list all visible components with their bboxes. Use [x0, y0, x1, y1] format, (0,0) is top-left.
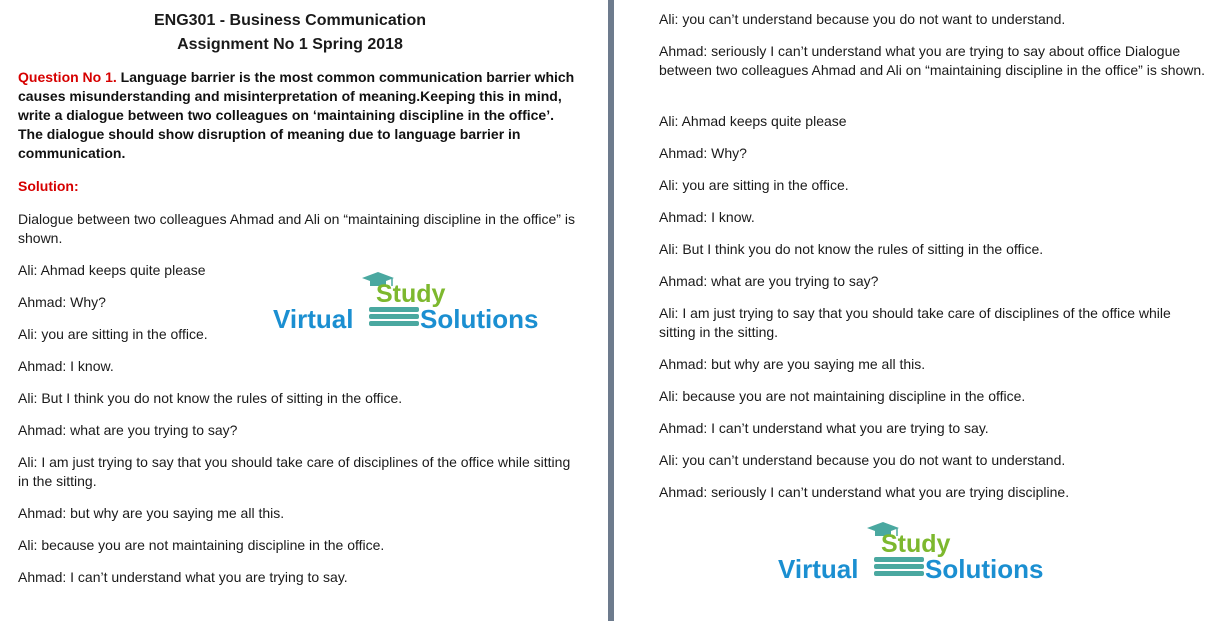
- dialogue-line: Ali: you can’t understand because you do not want to understand.: [659, 452, 1066, 468]
- document-subtitle: Assignment No 1 Spring 2018: [177, 36, 403, 53]
- dialogue-line: Ahmad: I can’t understand what you are trying to say.: [659, 420, 989, 436]
- dialogue-line: Ali: because you are not maintaining discipline in the office.: [18, 537, 385, 553]
- dialogue-line: Ahmad: seriously I can’t understand what you are trying discipline.: [659, 484, 1070, 500]
- dialogue-line: Ahmad: Why?: [659, 145, 747, 161]
- question-text: Language barrier is the most common communication barrier which causes misunderstanding and misinterpretation of meaning.Keeping this in mind, write a dialogue between two colleagues on ‘maintaining discipline in the office’. The dialogue should show disruption of meaning due to language barrier in communication.: [18, 69, 575, 161]
- question-block: [18, 68, 578, 163]
- dialogue-line: Ali: Ahmad keeps quite please: [659, 113, 847, 129]
- logo-word-virtual: Virtual: [778, 554, 859, 582]
- logo-word-study: Study: [881, 530, 951, 558]
- logo-word-virtual: Virtual: [273, 304, 354, 332]
- solution-label: Solution:: [18, 178, 79, 194]
- dialogue-line: Ali: you are sitting in the office.: [659, 177, 849, 193]
- dialogue-line: Ahmad: what are you trying to say?: [18, 422, 238, 438]
- dialogue-line: Ali: you can’t understand because you do not want to understand.: [659, 11, 1066, 27]
- books-icon: [874, 557, 924, 576]
- dialogue-line: Ali: But I think you do not know the rules of sitting in the office.: [659, 241, 1044, 257]
- left-page: [0, 0, 608, 621]
- dialogue-line: Ahmad: but why are you saying me all this.: [18, 505, 285, 521]
- dialogue-line: Ahmad: I know.: [659, 209, 755, 225]
- right-page: [614, 0, 1219, 621]
- virtual-study-solutions-logo: [272, 272, 542, 332]
- logo-word-study: Study: [376, 280, 446, 308]
- dialogue-line: Ahmad: Why?: [18, 294, 106, 310]
- dialogue-line: Ahmad: what are you trying to say?: [659, 273, 879, 289]
- dialogue-line: Ali: But I think you do not know the rules of sitting in the office.: [18, 390, 403, 406]
- dialogue-line: Ahmad: I can’t understand what you are trying to say.: [18, 569, 348, 585]
- logo-word-solutions: Solutions: [420, 304, 539, 332]
- dialogue-line: Ali: you are sitting in the office.: [18, 326, 208, 342]
- dialogue-line: Ahmad: but why are you saying me all this.: [659, 356, 926, 372]
- dialogue-line: Ali: I am just trying to say that you should take care of disciplines of the office while sitting in the sitting.: [18, 454, 571, 489]
- virtual-study-solutions-logo: [777, 522, 1047, 582]
- document-title: ENG301 - Business Communication: [153, 12, 427, 29]
- question-label: Question No 1.: [18, 69, 117, 85]
- dialogue-line: Ahmad: seriously I can’t understand what you are trying to say about office Dialogue between two colleagues Ahmad and Ali on “maintaining discipline in the office” is shown.: [659, 43, 1206, 78]
- dialogue-line: Dialogue between two colleagues Ahmad and Ali on “maintaining discipline in the office” is shown.: [18, 211, 575, 246]
- logo-word-solutions: Solutions: [925, 554, 1044, 582]
- books-icon: [369, 307, 419, 326]
- dialogue-line: Ali: because you are not maintaining discipline in the office.: [659, 388, 1026, 404]
- dialogue-line: Ali: I am just trying to say that you should take care of disciplines of the office while sitting in the sitting.: [659, 305, 1171, 340]
- dialogue-line: Ali: Ahmad keeps quite please: [18, 262, 206, 278]
- dialogue-line: Ahmad: I know.: [18, 358, 114, 374]
